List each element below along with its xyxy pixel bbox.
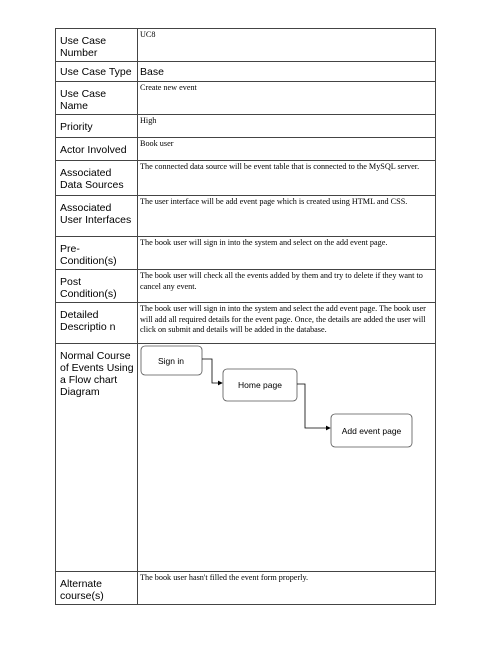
row-use-case-number xyxy=(56,29,436,62)
row-alternate-course xyxy=(56,572,436,605)
use-case-number-value: UC8 xyxy=(138,29,436,62)
use-case-name-value: Create new event xyxy=(138,82,436,115)
row-use-case-name xyxy=(56,82,436,115)
row-associated-data-sources xyxy=(56,161,436,196)
row-post-conditions xyxy=(56,270,436,303)
flow-step-home-page-label: Home page xyxy=(238,380,282,390)
use-case-table xyxy=(55,28,436,605)
associated-user-interfaces-value: The user interface will be add event page which is created using HTML and CSS. xyxy=(138,196,436,237)
flow-arrow-1 xyxy=(202,359,222,383)
use-case-type-label: Use Case Type xyxy=(56,62,138,82)
use-case-type-value: Base xyxy=(138,62,436,82)
detailed-description-label: Detailed Descriptio n xyxy=(56,303,138,344)
flow-step-add-event-page xyxy=(331,414,412,447)
row-actor-involved xyxy=(56,138,436,161)
row-associated-user-interfaces xyxy=(56,196,436,237)
row-detailed-description xyxy=(56,303,436,344)
post-conditions-value: The book user will check all the events added by them and try to delete if they want to cancel any event. xyxy=(138,270,436,303)
flowchart-cell xyxy=(138,344,436,572)
alternate-course-label: Alternate course(s) xyxy=(56,572,138,605)
flow-step-add-event-page-label: Add event page xyxy=(341,426,402,436)
associated-user-interfaces-label: Associated User Interfaces xyxy=(56,196,138,237)
priority-value: High xyxy=(138,115,436,138)
row-pre-conditions xyxy=(56,237,436,270)
associated-data-sources-value: The connected data source will be event table that is connected to the MySQL server. xyxy=(138,161,436,196)
normal-course-label: Normal Course of Events Using a Flow chart Diagram xyxy=(56,344,138,572)
flow-step-sign-in xyxy=(141,346,202,375)
priority-label: Priority xyxy=(56,115,138,138)
alternate-course-value: The book user hasn't filled the event form properly. xyxy=(138,572,436,605)
actor-involved-label: Actor Involved xyxy=(56,138,138,161)
row-normal-course xyxy=(56,344,436,572)
associated-data-sources-label: Associated Data Sources xyxy=(56,161,138,196)
flow-step-home-page xyxy=(223,369,297,401)
flowchart-diagram xyxy=(138,344,442,572)
flow-arrow-2 xyxy=(297,384,330,428)
actor-involved-value: Book user xyxy=(138,138,436,161)
pre-conditions-label: Pre-Condition(s) xyxy=(56,237,138,270)
row-priority xyxy=(56,115,436,138)
post-conditions-label: Post Condition(s) xyxy=(56,270,138,303)
flow-step-sign-in-label: Sign in xyxy=(158,356,184,366)
pre-conditions-value: The book user will sign in into the system and select on the add event page. xyxy=(138,237,436,270)
row-use-case-type xyxy=(56,62,436,82)
detailed-description-value: The book user will sign in into the system and select the add event page. The book user will add all required details for the event page. Once, the details are added the user will click on submit and details will be added in the database. xyxy=(138,303,436,344)
use-case-name-label: Use Case Name xyxy=(56,82,138,115)
use-case-number-label: Use Case Number xyxy=(56,29,138,62)
